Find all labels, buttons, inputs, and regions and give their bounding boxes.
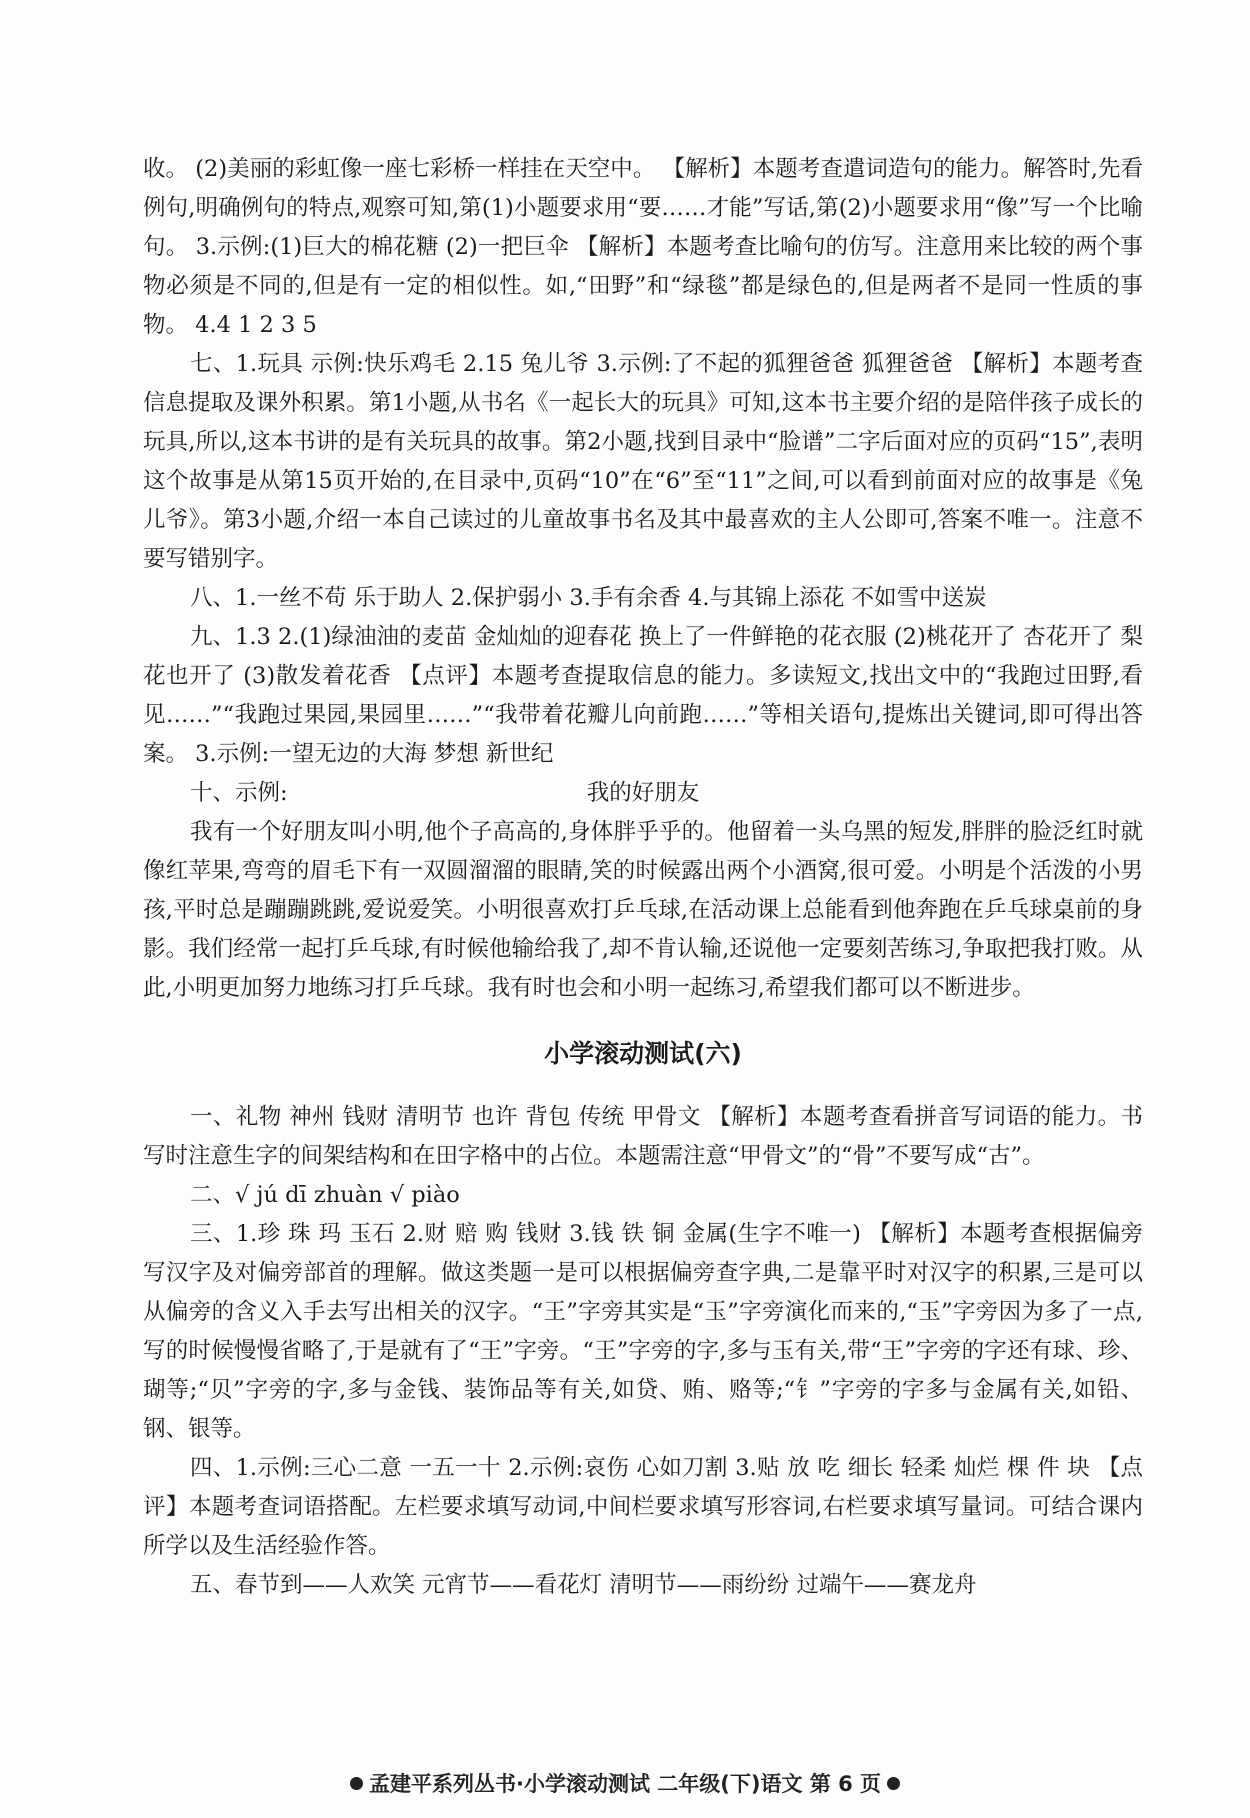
bullet-icon bbox=[350, 1777, 363, 1790]
essay-body: 我有一个好朋友叫小明,他个子高高的,身体胖乎乎的。他留着一头乌黑的短发,胖胖的脸泛红时就像红苹果,弯弯的眉毛下有一双圆溜溜的眼睛,笑的时候露出两个小酒窝,很可爱。小明是个活泼的小男孩,平时总是蹦蹦跳跳,爱说爱笑。小明很喜欢打乒乓球,在活动课上总能看到他奔跑在乒乓球桌前的身影。我们经常一起打乒乓球,有时候他输给我了,却不肯认输,还说他一定要刻苦练习,争取把我打败。从此,小明更加努力地练习打乒乓球。我有时也会和小明一起练习,希望我们都可以不断进步。 bbox=[143, 819, 1143, 1001]
page-content bbox=[143, 150, 1143, 1605]
paragraph-continuation: 收。 (2)美丽的彩虹像一座七彩桥一样挂在天空中。 【解析】本题考查遣词造句的能力。解答时,先看例句,明确例句的特点,观察可知,第(1)小题要求用“要……才能”写话,第(2)小题要求用“像”写一个比喻句。 3.示例:(1)巨大的棉花糖 (2)一把巨伞 【解析】本题考查比喻句的仿写。注意用来比较的两个事物必须是不同的,但是有一定的相似性。如,“田野”和“绿毯”都是绿色的,但是两者不是同一性质的事物。 4.4 1 2 3 5 bbox=[143, 156, 1143, 338]
essay-heading bbox=[143, 774, 1143, 813]
essay-title: 我的好朋友 bbox=[586, 780, 700, 806]
paragraph-q8: 八、1.一丝不苟 乐于助人 2.保护弱小 3.手有余香 4.与其锦上添花 不如雪中送炭 bbox=[190, 585, 987, 611]
footer-text: 孟建平系列丛书·小学滚动测试 二年级(下)语文 第 6 页 bbox=[368, 1772, 882, 1796]
paragraph-s4: 四、1.示例:三心二意 一五一十 2.示例:哀伤 心如刀割 3.贴 放 吃 细长 轻柔 灿烂 棵 件 块 【点评】本题考查词语搭配。左栏要求填写动词,中间栏要求填写形容词,右栏要求填写量词。可结合课内所学以及生活经验作答。 bbox=[143, 1455, 1143, 1559]
paragraph-s2: 二、√ jú dī zhuàn √ piào bbox=[190, 1182, 460, 1208]
page-footer bbox=[0, 1768, 1250, 1798]
paragraph-s1: 一、礼物 神州 钱财 清明节 也许 背包 传统 甲骨文 【解析】本题考查看拼音写词语的能力。书写时注意生字的间架结构和在田字格中的占位。本题需注意“甲骨文”的“骨”不要写成“古”。 bbox=[143, 1104, 1143, 1169]
paragraph-s5: 五、春节到——人欢笑 元宵节——看花灯 清明节——雨纷纷 过端午——赛龙舟 bbox=[190, 1572, 977, 1598]
essay-label: 十、示例: bbox=[190, 780, 288, 806]
section-title: 小学滚动测试(六) bbox=[544, 1039, 742, 1068]
bullet-icon bbox=[887, 1777, 900, 1790]
paragraph-q9: 九、1.3 2.(1)绿油油的麦苗 金灿灿的迎春花 换上了一件鲜艳的花衣服 (2)桃花开了 杏花开了 梨花也开了 (3)散发着花香 【点评】本题考查提取信息的能力。多读短文,找出文中的“我跑过田野,看见……”“我跑过果园,果园里……”“我带着花瓣儿向前跑……”等相关语句,提炼出关键词,即可得出答案。 3.示例:一望无边的大海 梦想 新世纪 bbox=[143, 624, 1143, 767]
paragraph-q7: 七、1.玩具 示例:快乐鸡毛 2.15 兔儿爷 3.示例:了不起的狐狸爸爸 狐狸爸爸 【解析】本题考查信息提取及课外积累。第1小题,从书名《一起长大的玩具》可知,这本书主要介绍的是陪伴孩子成长的玩具,所以,这本书讲的是有关玩具的故事。第2小题,找到目录中“脸谱”二字后面对应的页码“15”,表明这个故事是从第15页开始的,在目录中,页码“10”在“6”至“11”之间,可以看到前面对应的故事是《兔儿爷》。第3小题,介绍一本自己读过的儿童故事书名及其中最喜欢的主人公即可,答案不唯一。注意不要写错别字。 bbox=[143, 351, 1143, 572]
paragraph-s3: 三、1.珍 珠 玛 玉石 2.财 赔 购 钱财 3.钱 铁 铜 金属(生字不唯一) 【解析】本题考查根据偏旁写汉字及对偏旁部首的理解。做这类题一是可以根据偏旁查字典,二是靠平时对汉字的积累,三是可以从偏旁的含义入手去写出相关的汉字。“王”字旁其实是“玉”字旁演化而来的,“玉”字旁因为多了一点,写的时候慢慢省略了,于是就有了“王”字旁。“王”字旁的字,多与玉有关,带“王”字旁的字还有球、珍、瑚等;“贝”字旁的字,多与金钱、装饰品等有关,如贷、贿、赂等;“钅”字旁的字多与金属有关,如铅、钢、银等。 bbox=[143, 1221, 1143, 1442]
